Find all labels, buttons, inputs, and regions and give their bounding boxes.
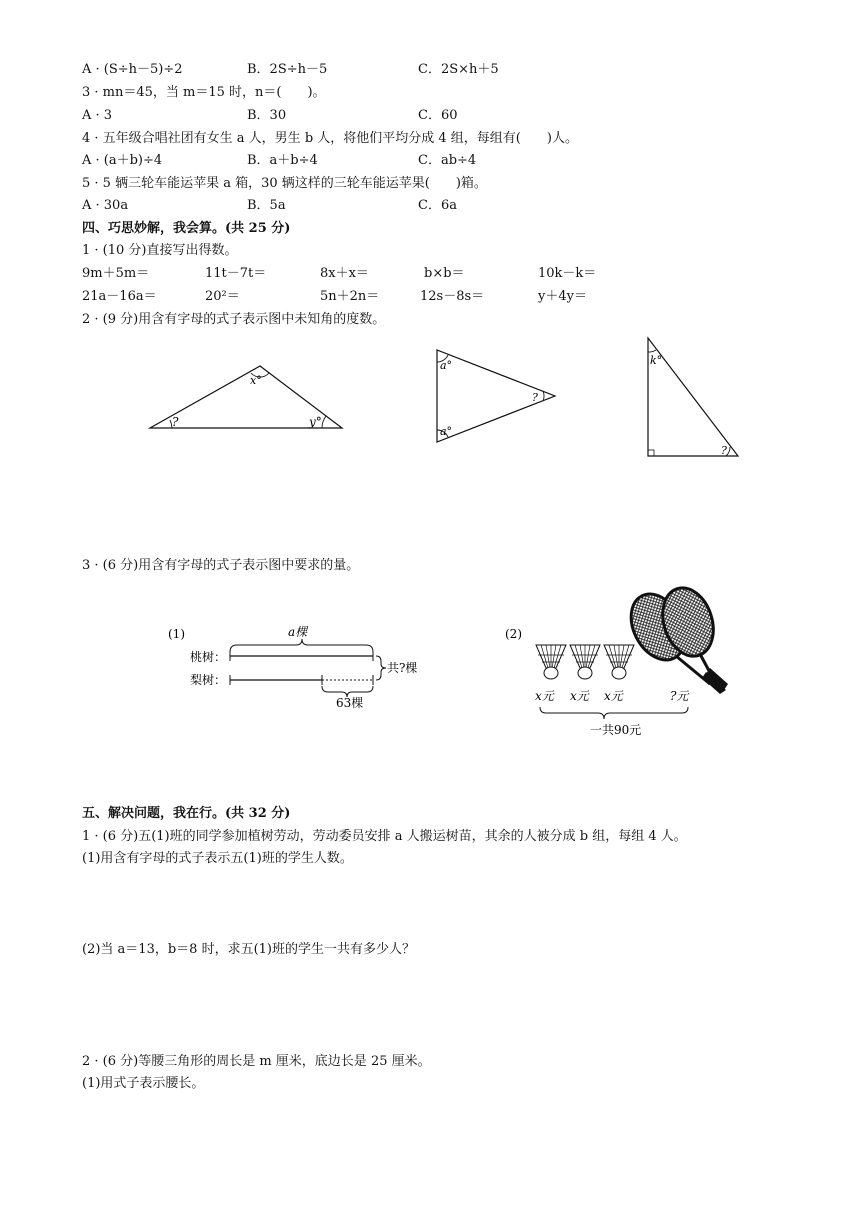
total-price-label: 一共90元	[590, 723, 642, 737]
figure-number: (2)	[505, 627, 522, 641]
s5-p1-stem: 1 · (6 分)五(1)班的同学参加植树劳动，劳动委员安排 a 人搬运树苗，其余的人被分成 b 组，每组 4 人。	[82, 829, 687, 844]
q3-option-b: B．30	[247, 108, 287, 123]
s4-p2-stem: 2 · (9 分)用含有字母的式子表示图中未知角的度数。	[82, 312, 386, 327]
diff-label: 63棵	[336, 696, 364, 710]
angle-label: a°	[440, 359, 453, 372]
s5-p1-sub2: (2)当 a＝13，b＝8 时，求五(1)班的学生一共有多少人？	[82, 942, 415, 957]
calc-item: y＋4y＝	[538, 289, 587, 304]
calc-item: b×b＝	[424, 266, 465, 281]
racket-icon	[620, 581, 728, 694]
section4-heading: 四、巧思妙解，我会算。(共 25 分)	[82, 221, 291, 236]
row-label-pear: 梨树：	[190, 673, 227, 687]
q5-option-c: C．6a	[418, 198, 457, 213]
price-label: ?元	[670, 689, 689, 703]
angle-label: ?	[532, 391, 538, 404]
total-label: 共?棵	[387, 661, 418, 675]
q2-option-b: B．2S÷h－5	[247, 62, 328, 77]
price-label: x元	[535, 689, 554, 703]
calc-item: 8x＋x＝	[320, 266, 369, 281]
shuttlecock-icon	[570, 645, 600, 679]
s5-p2-stem: 2 · (6 分)等腰三角形的周长是 m 厘米，底边长是 25 厘米。	[82, 1054, 431, 1069]
angle-label: a°	[440, 425, 453, 438]
price-label: x元	[570, 689, 589, 703]
q3-stem: 3 · mn＝45，当 m＝15 时，n＝( )。	[82, 85, 326, 100]
q5-stem: 5 · 5 辆三轮车能运苹果 a 箱，30 辆这样的三轮车能运苹果( )箱。	[82, 176, 487, 191]
shuttlecock-icon	[604, 645, 634, 679]
calc-item: 12s－8s＝	[420, 289, 485, 304]
q5-option-b: B．5a	[247, 198, 286, 213]
angle-label: ?	[172, 415, 179, 429]
q2-option-a: A · (S÷h－5)÷2	[82, 62, 183, 77]
q3-option-c: C．60	[418, 108, 458, 123]
calc-item: 10k－k＝	[538, 266, 597, 281]
shuttlecock-icon	[536, 645, 566, 679]
q4-option-c: C．ab÷4	[418, 153, 477, 168]
s5-p1-sub1: (1)用含有字母的式子表示五(1)班的学生人数。	[82, 851, 353, 866]
calc-item: 20²＝	[205, 289, 240, 304]
price-label: x元	[604, 689, 623, 703]
s4-p3-stem: 3 · (6 分)用含有字母的式子表示图中要求的量。	[82, 558, 360, 573]
q5-option-a: A · 30a	[82, 198, 129, 213]
q4-option-b: B．a＋b÷4	[247, 153, 318, 168]
row-label-peach: 桃树：	[190, 650, 227, 664]
q2-option-c: C．2S×h＋5	[418, 62, 499, 77]
angle-label: x°	[250, 374, 262, 387]
q4-stem: 4 · 五年级合唱社团有女生 a 人，男生 b 人，将他们平均分成 4 组，每组有( )人。	[82, 131, 578, 146]
q4-option-a: A · (a＋b)÷4	[82, 153, 163, 168]
section5-heading: 五、解决问题，我在行。(共 32 分)	[82, 806, 291, 821]
figure-number: (1)	[168, 627, 185, 641]
q3-option-a: A · 3	[82, 108, 113, 123]
calc-item: 21a－16a＝	[82, 289, 157, 304]
calc-item: 9m＋5m＝	[82, 266, 150, 281]
angle-label: ?	[721, 444, 727, 457]
calc-item: 5n＋2n＝	[320, 289, 380, 304]
s5-p2-sub1: (1)用式子表示腰长。	[82, 1076, 205, 1091]
top-label: a棵	[288, 625, 308, 639]
angle-label: y°	[309, 415, 322, 429]
calc-item: 11t－7t＝	[205, 266, 267, 281]
angle-label: k°	[650, 354, 663, 367]
s4-p1-stem: 1 · (10 分)直接写出得数。	[82, 243, 238, 258]
